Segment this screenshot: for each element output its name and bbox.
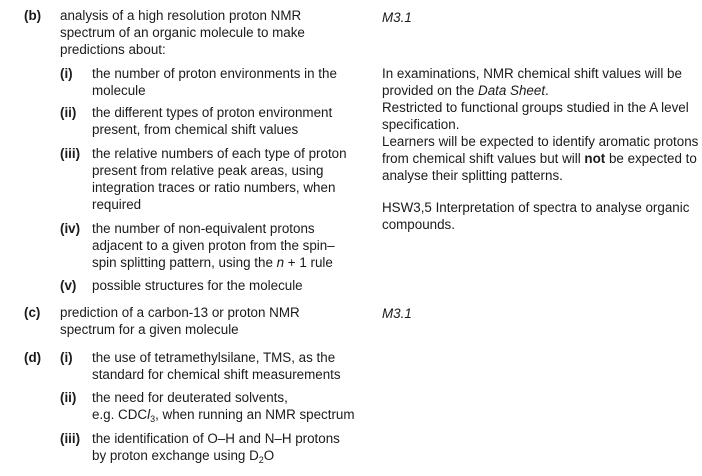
item-d-i-text: the use of tetramethylsilane, TMS, as the standard for chemical shift measurements <box>92 350 341 382</box>
guidance-datasheet: In examinations, NMR chemical shift values will be provided on the Data Sheet. <box>382 66 682 98</box>
item-b-iii-num: (iii) <box>60 146 81 161</box>
variable-n: n <box>276 255 285 270</box>
guidance-aromatic: Learners will be expected to identify aromatic protons from chemical shift values but will not be expected to analyse their splitting patterns. <box>382 134 699 183</box>
item-d-ii-text: the need for deuterated solvents, e.g. CDCl$_3$, when running an NMR spectrum <box>92 390 355 424</box>
section-label-b: (b) <box>24 8 42 23</box>
item-d-iii-text: the identification of O–H and N–H protons by proton exchange using $D_2O$ <box>92 431 340 465</box>
guidance-hsw: HSW3,5 Interpretation of spectra to analyse organic compounds. <box>382 200 690 232</box>
item-d-iii-num: (iii) <box>60 431 81 446</box>
item-b-iv-text: the number of non-equivalent protons adjacent to a given proton from the spin–spin splitting pattern, using the n + 1 rule <box>92 221 335 270</box>
section-label-d: (d) <box>24 350 42 365</box>
item-b-v-text: possible structures for the molecule <box>92 278 303 293</box>
item-d-i-num: (i) <box>60 350 73 365</box>
item-b-i-num: (i) <box>60 66 73 81</box>
item-b-v-num: (v) <box>60 278 77 293</box>
item-b-ii-num: (ii) <box>60 105 77 120</box>
item-b-iv-num: (iv) <box>60 221 81 236</box>
item-b-i-text: the number of proton environments in the molecule <box>92 66 337 98</box>
section-c-ref: M3.1 <box>382 306 412 321</box>
section-c-text: prediction of a carbon-13 or proton NMR spectrum for a given molecule <box>60 305 300 337</box>
section-b-text: analysis of a high resolution proton NMR spectrum of an organic molecule to make predictions about: <box>60 8 305 57</box>
item-b-ii-text: the different types of proton environment present, from chemical shift values <box>92 105 333 137</box>
item-b-iii-text: the relative numbers of each type of proton present from relative peak areas, using integration traces or ratio numbers, when required <box>92 146 347 212</box>
section-b-ref: M3.1 <box>382 10 412 25</box>
section-label-c: (c) <box>24 305 41 320</box>
guidance-restriction: Restricted to functional groups studied in the A level specification. <box>382 100 689 132</box>
item-d-ii-num: (ii) <box>60 390 77 405</box>
